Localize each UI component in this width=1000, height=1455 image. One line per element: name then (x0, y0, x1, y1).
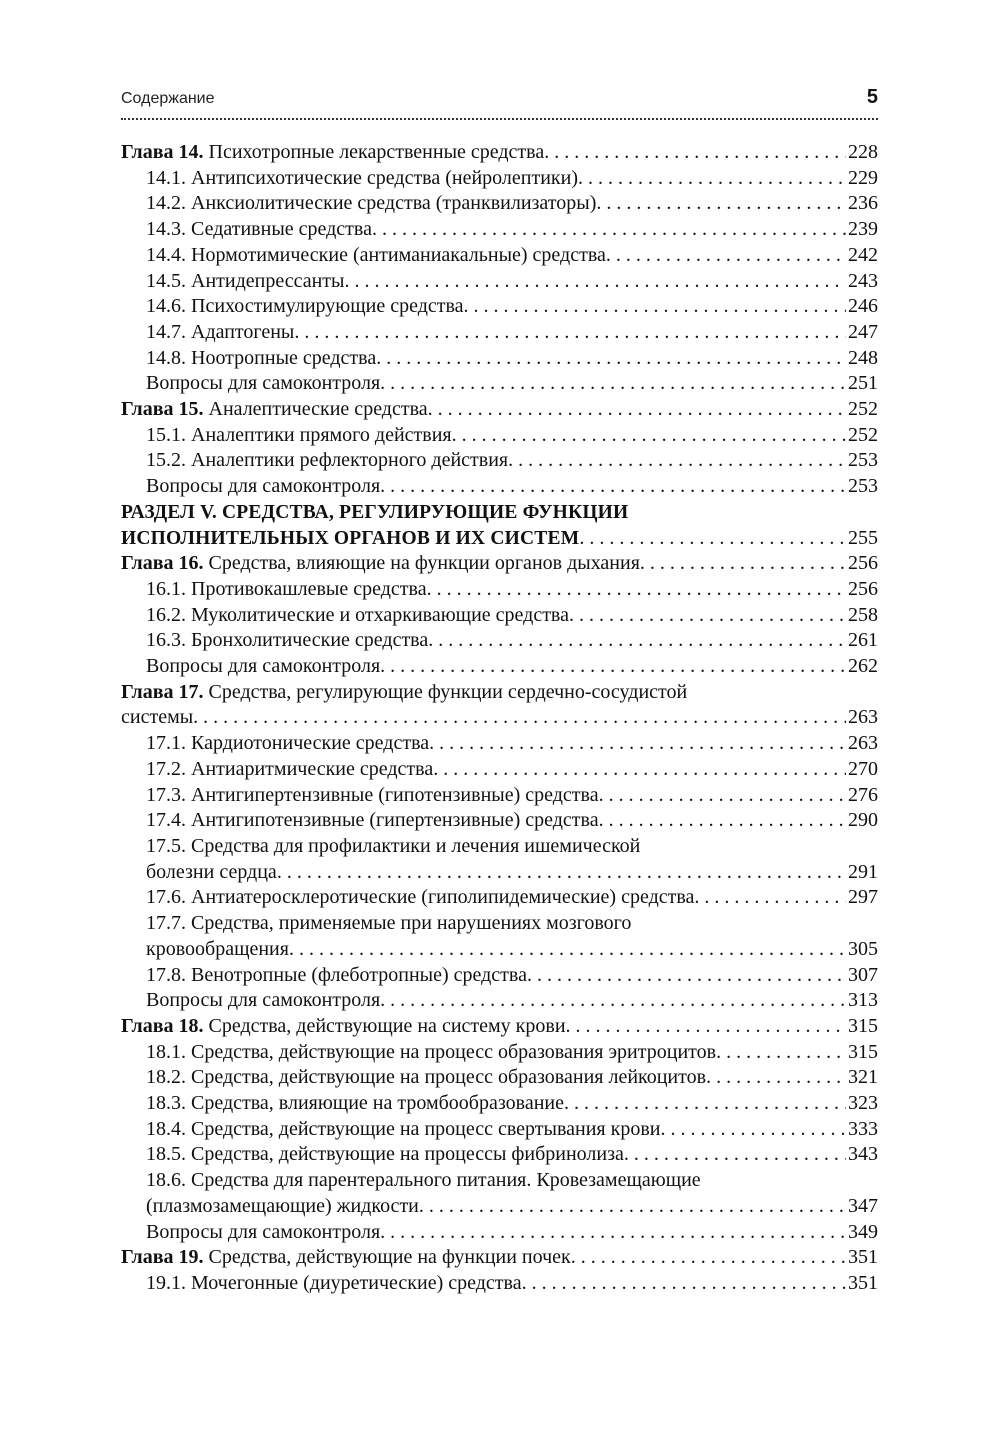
chapter-label: Глава 18. (121, 1014, 204, 1037)
dot-leader (193, 705, 846, 731)
dot-leader (289, 937, 846, 963)
sub-title: 18.3. Средства, влияющие на тромбообразование (146, 1092, 564, 1115)
dot-leader (427, 577, 846, 603)
dot-leader (508, 448, 846, 474)
toc-page-number: 253 (848, 475, 878, 498)
toc-sub-entry (121, 731, 878, 757)
toc-page-number: 246 (848, 295, 878, 318)
dot-leader (571, 1245, 846, 1271)
toc-sub-entry (121, 346, 878, 372)
sub-title: 17.1. Кардиотонические средства (146, 732, 430, 755)
dot-leader (606, 243, 846, 269)
toc-page-number: 276 (848, 783, 878, 806)
toc-sub-entry (121, 1065, 878, 1091)
toc-page-number: 315 (848, 1040, 878, 1063)
toc-sub-continuation (121, 937, 878, 963)
toc-sub-entry (121, 320, 878, 346)
toc-sub-entry (121, 1091, 878, 1117)
sub-title: 14.4. Нормотимические (антиманиакальные) средства (146, 243, 606, 266)
dot-leader (599, 808, 846, 834)
toc-sub-entry (121, 1040, 878, 1066)
toc-chapter-entry (121, 1014, 878, 1040)
sub-title: 18.6. Средства для парентерального питания. Кровезамещающие (146, 1169, 701, 1192)
toc-sub-entry (121, 294, 878, 320)
toc-page-number: 248 (848, 346, 878, 369)
chapter-title-text: Средства, регулирующие функции сердечно-сосудистой (208, 680, 688, 703)
toc-page-number: 347 (848, 1194, 878, 1217)
running-header (121, 86, 878, 118)
dot-leader (564, 1091, 846, 1117)
header-title: Содержание (121, 90, 215, 107)
toc-chapter-entry (121, 1245, 878, 1271)
sub-title: 18.5. Средства, действующие на процессы фибринолиза (146, 1143, 624, 1166)
toc-sub-entry (121, 808, 878, 834)
sub-title: 17.3. Антигипертензивные (гипотензивные) средства (146, 783, 599, 806)
sub-title: Вопросы для самоконтроля (146, 475, 381, 498)
toc-page-number: 258 (848, 603, 878, 626)
sub-title: 14.2. Анксиолитические средства (транквилизаторы) (146, 192, 597, 215)
toc-page-number: 315 (848, 1014, 878, 1037)
toc-chapter-entry (121, 551, 878, 577)
chapter-title-text: Средства, действующие на функции почек (208, 1246, 571, 1269)
toc-section-heading-cont (121, 526, 878, 552)
toc-sub-entry (121, 1117, 878, 1143)
toc-sub-entry (121, 269, 878, 295)
toc-sub-entry (121, 191, 878, 217)
dot-leader (596, 191, 846, 217)
chapter-title (121, 680, 687, 706)
dot-leader (522, 1271, 846, 1297)
sub-title-cont: кровообращения (146, 937, 289, 960)
toc-sub-entry (121, 217, 878, 243)
sub-title: 17.8. Венотропные (флеботропные) средства (146, 963, 527, 986)
sub-title: 15.1. Аналептики прямого действия (146, 423, 452, 446)
dot-leader (428, 397, 846, 423)
toc-page-number: 263 (848, 706, 878, 729)
sub-title: 15.2. Аналептики рефлекторного действия (146, 449, 509, 472)
sub-title: 16.3. Бронхолитические средства (146, 629, 429, 652)
toc-page-number: 239 (848, 218, 878, 241)
toc-sub-entry (121, 654, 878, 680)
toc-sub-entry (121, 474, 878, 500)
sub-title: 16.1. Противокашлевые средства (146, 577, 427, 600)
sub-title: 17.4. Антигипотензивные (гипертензивные) средства (146, 809, 599, 832)
chapter-label: Глава 16. (121, 552, 204, 575)
sub-title: 17.6. Антиатеросклеротические (гиполипидемические) средства (146, 886, 695, 909)
toc-sub-entry (121, 757, 878, 783)
toc-page-number: 262 (848, 655, 878, 678)
sub-title: Вопросы для самоконтроля (146, 1220, 381, 1243)
sub-title: 18.2. Средства, действующие на процесс образования лейкоцитов (146, 1066, 707, 1089)
dot-leader (277, 860, 846, 886)
table-of-contents (121, 140, 878, 1297)
toc-page-number: 305 (848, 937, 878, 960)
dot-leader (428, 628, 846, 654)
chapter-title-text: Средства, влияющие на функции органов дыхания (208, 552, 640, 575)
chapter-title-text: Психотропные лекарственные средства (208, 141, 545, 163)
dot-leader (380, 988, 846, 1014)
toc-page-number: 313 (848, 989, 878, 1012)
sub-title: 18.4. Средства, действующие на процесс свертывания крови (146, 1117, 661, 1140)
sub-title: 14.7. Адаптогены (146, 320, 295, 343)
toc-chapter-entry (121, 140, 878, 166)
dot-leader (452, 423, 846, 449)
toc-page-number: 349 (848, 1220, 878, 1243)
sub-title-cont: (плазмозамещающие) жидкости (146, 1194, 419, 1217)
dot-leader (706, 1065, 846, 1091)
toc-page-number: 251 (848, 372, 878, 395)
dot-leader (344, 269, 846, 295)
sub-title: 17.5. Средства для профилактики и лечения ишемической (146, 834, 641, 857)
sub-title: Вопросы для самоконтроля (146, 989, 381, 1012)
sub-title: 19.1. Мочегонные (диуретические) средства (146, 1271, 522, 1294)
dot-leader (578, 166, 846, 192)
chapter-title (121, 1245, 571, 1271)
sub-title: 14.5. Антидепрессанты (146, 269, 345, 292)
dot-leader (527, 963, 846, 989)
toc-sub-continuation (121, 1194, 878, 1220)
toc-sub-entry (121, 834, 878, 860)
toc-sub-continuation (121, 860, 878, 886)
dot-leader (624, 1142, 846, 1168)
dot-leader (716, 1040, 846, 1066)
toc-sub-entry (121, 783, 878, 809)
toc-sub-entry (121, 603, 878, 629)
toc-sub-entry (121, 1220, 878, 1246)
sub-title: 14.8. Ноотропные средства (146, 346, 377, 369)
dot-leader (294, 320, 846, 346)
sub-title: 18.1. Средства, действующие на процесс образования эритроцитов (146, 1040, 717, 1063)
dot-leader (566, 1014, 846, 1040)
toc-sub-entry (121, 423, 878, 449)
toc-page-number: 270 (848, 757, 878, 780)
toc-page-number: 255 (848, 526, 878, 549)
toc-sub-entry (121, 628, 878, 654)
toc-page-number: 252 (848, 423, 878, 446)
dot-leader (429, 731, 846, 757)
toc-sub-entry (121, 1142, 878, 1168)
dot-leader (579, 526, 846, 552)
sub-title: 17.2. Антиаритмические средства (146, 757, 434, 780)
toc-sub-entry (121, 371, 878, 397)
section-title-line2: ИСПОЛНИТЕЛЬНЫХ ОРГАНОВ И ИХ СИСТЕМ (121, 527, 580, 549)
toc-chapter-entry (121, 397, 878, 423)
toc-page-number: 229 (848, 166, 878, 189)
toc-page-number: 252 (848, 398, 878, 421)
toc-sub-entry (121, 243, 878, 269)
toc-sub-entry (121, 1168, 878, 1194)
sub-title: 14.1. Антипсихотические средства (нейролептики) (146, 166, 579, 189)
toc-page-number: 290 (848, 809, 878, 832)
sub-title: 14.3. Седативные средства (146, 218, 372, 241)
toc-page-number: 243 (848, 269, 878, 292)
toc-page-number: 333 (848, 1117, 878, 1140)
toc-sub-entry (121, 577, 878, 603)
toc-sub-entry (121, 166, 878, 192)
toc-section-heading (121, 500, 878, 526)
toc-page-number: 247 (848, 320, 878, 343)
toc-page-number: 343 (848, 1143, 878, 1166)
toc-chapter-entry (121, 680, 878, 706)
sub-title: Вопросы для самоконтроля (146, 372, 381, 395)
toc-page-number: 261 (848, 629, 878, 652)
toc-sub-entry (121, 963, 878, 989)
dot-leader (640, 551, 846, 577)
dot-leader (380, 474, 846, 500)
toc-page-number: 297 (848, 886, 878, 909)
dot-leader (419, 1194, 846, 1220)
chapter-label: Глава 14. (121, 141, 204, 163)
sub-title: Вопросы для самоконтроля (146, 655, 381, 678)
toc-page-number: 236 (848, 192, 878, 215)
toc-page-number: 323 (848, 1092, 878, 1115)
chapter-title-cont: системы (121, 706, 194, 729)
toc-sub-entry (121, 448, 878, 474)
chapter-label: Глава 19. (121, 1246, 204, 1269)
toc-chapter-continuation (121, 705, 878, 731)
sub-title: 17.7. Средства, применяемые при нарушениях мозгового (146, 912, 632, 935)
toc-sub-entry (121, 885, 878, 911)
dot-leader (380, 1220, 846, 1246)
dot-leader (372, 217, 846, 243)
toc-page-number: 256 (848, 577, 878, 600)
sub-title: 16.2. Муколитические и отхаркивающие средства (146, 603, 569, 626)
toc-page-number: 291 (848, 860, 878, 883)
dot-leader (661, 1117, 847, 1143)
toc-sub-entry (121, 1271, 878, 1297)
toc-sub-entry (121, 911, 878, 937)
dot-leader (464, 294, 846, 320)
chapter-title (121, 140, 544, 166)
dot-leader (694, 885, 846, 911)
header-dotted-rule (121, 118, 878, 120)
toc-page-number: 228 (848, 141, 878, 163)
chapter-label: Глава 15. (121, 398, 204, 421)
chapter-title-text: Средства, действующие на систему крови (208, 1014, 566, 1037)
page-number: 5 (866, 86, 878, 108)
toc-page-number: 263 (848, 732, 878, 755)
sub-title-cont: болезни сердца (146, 860, 277, 883)
section-title-line1: РАЗДЕЛ V. СРЕДСТВА, РЕГУЛИРУЮЩИЕ ФУНКЦИИ (121, 501, 629, 523)
chapter-title (121, 397, 428, 423)
dot-leader (433, 757, 846, 783)
dot-leader (376, 346, 846, 372)
dot-leader (380, 371, 846, 397)
chapter-title (121, 551, 640, 577)
dot-leader (599, 783, 846, 809)
chapter-title (121, 1014, 566, 1040)
dot-leader (544, 140, 846, 166)
toc-page-number: 253 (848, 449, 878, 472)
dot-leader (380, 654, 846, 680)
dot-leader (569, 603, 846, 629)
toc-page-number: 242 (848, 243, 878, 266)
toc-page-number: 351 (848, 1246, 878, 1269)
chapter-label: Глава 17. (121, 680, 204, 703)
toc-page-number: 307 (848, 963, 878, 986)
sub-title: 14.6. Психостимулирующие средства (146, 295, 464, 318)
toc-page-number: 256 (848, 552, 878, 575)
chapter-title-text: Аналептические средства (208, 398, 428, 421)
toc-page-number: 321 (848, 1066, 878, 1089)
toc-sub-entry (121, 988, 878, 1014)
toc-page-number: 351 (848, 1271, 878, 1294)
